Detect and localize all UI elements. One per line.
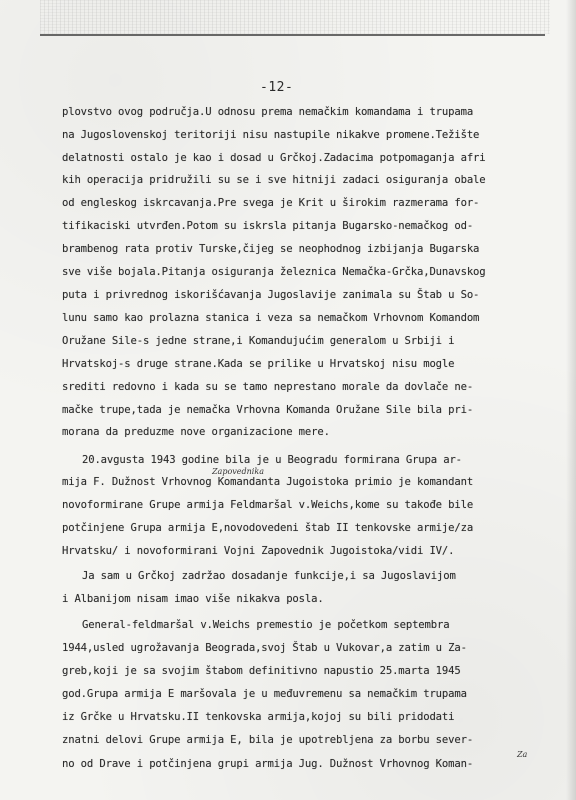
text-line: Hrvatskoj-s druge strane.Kada se prilike u Hrvatskoj nisu mogle — [62, 358, 455, 370]
text-line: znatni delovi Grupe armija E, bila je upotrebljena za borbu sever- — [62, 734, 474, 746]
text-line: lunu samo kao prolazna stanica i veza sa nemačkom Vrhovnom Komandom — [62, 312, 480, 324]
text-line: brambenog rata protiv Turske,čijeg se neophodnog izbijanja Bugarska — [62, 243, 480, 255]
text-line: mačke trupe,tada je nemačka Vrhovna Komanda Oružane Sile bila pri- — [62, 404, 474, 416]
page-edge-shadow — [566, 0, 576, 800]
text-line: delatnosti ostalo je kao i dosad u Grčkoj.Zadacima potpomaganja afri — [62, 152, 486, 164]
scan-noise-edge — [40, 0, 550, 34]
text-line: od engleskog iskrcavanja.Pre svega je Krit u širokim razmerama for- — [62, 197, 480, 209]
text-line: mija F. Dužnost Vrhovnog Komandanta Jugoistoka primio je komandant — [62, 476, 474, 488]
text-line: kih operacija pridružili su se i sve hitniji zadaci osiguranja obale — [62, 174, 486, 186]
text-line: iz Grčke u Hrvatsku.II tenkovska armija,kojoj su bili pridodati — [62, 711, 455, 723]
text-line: god.Grupa armija E maršovala je u međuvremenu sa nemačkim trupama — [62, 688, 467, 700]
text-line: Ja sam u Grčkoj zadržao dosadanje funkcije,i sa Jugoslavijom — [82, 570, 456, 582]
text-line: Oružane Sile-s jedne strane,i Komandujućim generalom u Srbiji i — [62, 335, 455, 347]
text-line: Hrvatsku/ i novoformirani Vojni Zapovednik Jugoistoka/vidi IV/. — [62, 545, 455, 557]
top-rule — [40, 34, 545, 36]
handwritten-annotation: Zapovednika — [212, 467, 264, 476]
text-line: greb,koji je sa svojim štabom definitivno napustio 25.marta 1945 — [62, 665, 461, 677]
handwritten-annotation: Za — [517, 750, 528, 759]
page-number: -12- — [260, 80, 294, 95]
text-line: no od Drave i potčinjena grupi armija Jug. Dužnost Vrhovnog Koman- — [62, 758, 474, 770]
text-line: 1944,usled ugrožavanja Beograda,svoj Štab u Vukovar,a zatim u Za- — [62, 642, 467, 654]
text-line: tifikaciski utvrđen.Potom su iskrsla pitanja Bugarsko-nemačkog od- — [62, 220, 474, 232]
text-line: sve više bojala.Pitanja osiguranja železnica Nemačka-Grčka,Dunavskog — [62, 266, 486, 278]
text-line: srediti redovno i kada su se tamo neprestano morale da dovlače ne- — [62, 381, 474, 393]
text-line: potčinjene Grupa armija E,novodovedeni štab II tenkovske armije/za — [62, 522, 474, 534]
text-line: morana da preduzme nove organizacione mere. — [62, 426, 330, 438]
text-line: 20.avgusta 1943 godine bila je u Beogradu formirana Grupa ar- — [82, 454, 462, 466]
text-line: puta i privrednog iskorišćavanja Jugoslavije zanimala su Štab u So- — [62, 289, 480, 301]
text-line: novoformirane Grupe armija Feldmaršal v.Weichs,kome su takođe bile — [62, 499, 474, 511]
text-line: General-feldmaršal v.Weichs premestio je početkom septembra — [82, 619, 450, 631]
text-line: na Jugoslovenskoj teritoriji nisu nastupile nikakve promene.Težište — [62, 129, 480, 141]
text-line: plovstvo ovog područja.U odnosu prema nemačkim komandama i trupama — [62, 106, 474, 118]
text-line: i Albanijom nisam imao više nikakva posla. — [62, 593, 324, 605]
